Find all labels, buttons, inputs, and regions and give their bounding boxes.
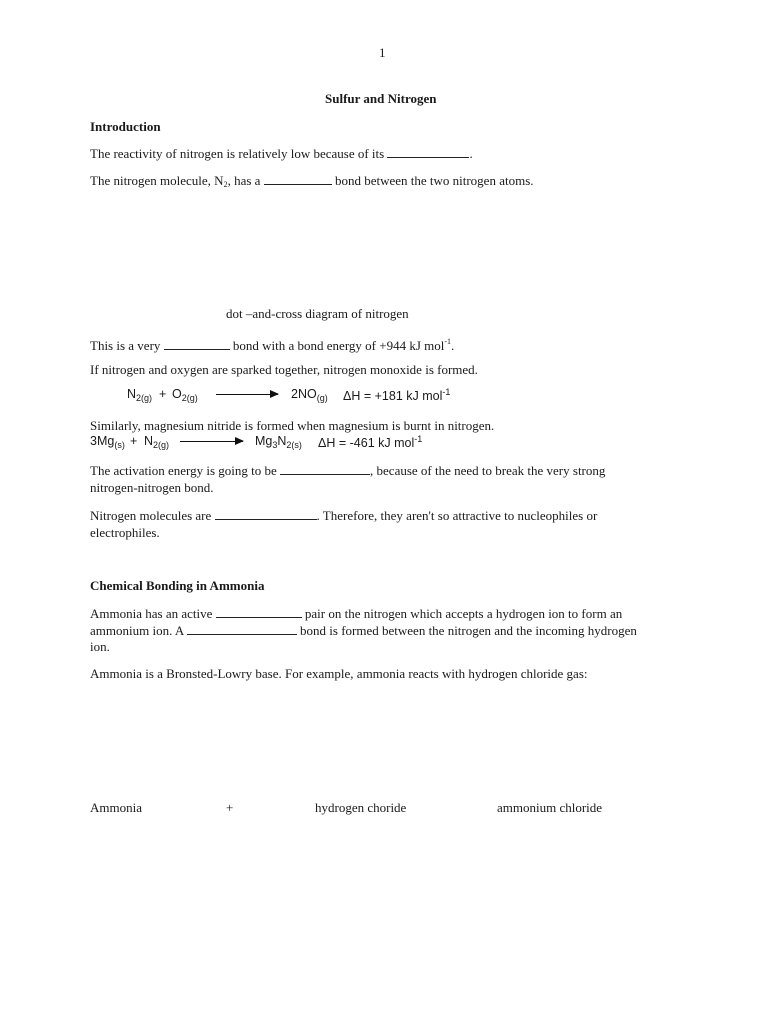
formula: N <box>127 387 137 401</box>
formula: O <box>172 387 182 401</box>
subscript: 2 <box>223 180 228 189</box>
text: , because of the need to break the very strong <box>370 463 606 478</box>
answer-blank[interactable] <box>215 507 317 520</box>
eq1-reactant-o2 <box>172 387 198 403</box>
formula: 2NO <box>291 387 317 401</box>
superscript: -1 <box>442 387 451 397</box>
text: . <box>469 146 473 161</box>
bond-energy-line <box>90 333 454 354</box>
state: 2(g) <box>136 393 153 403</box>
text: ammonium ion. A <box>90 623 184 638</box>
intro-line-reactivity <box>90 145 473 162</box>
text: . Therefore, they aren't so attractive to nucleophiles or <box>316 508 598 523</box>
text: bond is formed between the nitrogen and the incoming hydrogen <box>300 623 637 638</box>
reaction-label-plus: + <box>226 800 234 815</box>
answer-blank[interactable] <box>216 605 302 618</box>
state: 2(s) <box>286 440 302 450</box>
eq1-reactant-n2 <box>127 387 152 403</box>
state: (s) <box>114 440 125 450</box>
superscript: -1 <box>444 337 452 346</box>
sparked-text: If nitrogen and oxygen are sparked together, nitrogen monoxide is formed. <box>90 362 478 377</box>
activation-line-1 <box>90 462 605 479</box>
eq2-plus: + <box>130 434 138 448</box>
ammonia-line-1 <box>90 605 622 622</box>
text: , has a <box>227 173 261 188</box>
eq1-enthalpy <box>343 387 450 403</box>
subscript: 3 <box>272 440 278 450</box>
reaction-label-ammonia: Ammonia <box>90 800 142 815</box>
state: 2(g) <box>153 440 170 450</box>
text: bond with a bond energy of +944 kJ mol <box>232 338 445 353</box>
activation-line-2: nitrogen-nitrogen bond. <box>90 480 214 495</box>
eq2-reactant-mg <box>90 434 125 450</box>
state: 2(g) <box>181 393 198 403</box>
diagram-caption: dot –and-cross diagram of nitrogen <box>226 306 409 321</box>
text: pair on the nitrogen which accepts a hydrogen ion to form an <box>304 606 623 621</box>
formula: N <box>144 434 154 448</box>
molecules-line-2: electrophiles. <box>90 525 160 540</box>
text: The reactivity of nitrogen is relatively low because of its <box>90 146 385 161</box>
text: This is a very <box>90 338 161 353</box>
eq2-arrow-icon <box>180 441 243 442</box>
formula: N <box>277 434 287 448</box>
ammonia-line-3: ion. <box>90 639 110 654</box>
formula: 3Mg <box>90 434 115 448</box>
text: . <box>451 338 455 353</box>
answer-blank[interactable] <box>264 172 332 185</box>
reaction-label-hcl: hydrogen choride <box>315 800 407 815</box>
text: bond between the two nitrogen atoms. <box>334 173 534 188</box>
answer-blank[interactable] <box>187 622 297 635</box>
nitride-text: Similarly, magnesium nitride is formed when magnesium is burnt in nitrogen. <box>90 418 495 433</box>
text: Nitrogen molecules are <box>90 508 212 523</box>
eq1-arrow-icon <box>216 394 278 395</box>
enthalpy-text: ΔH = -461 kJ mol <box>318 436 415 450</box>
bronsted-text: Ammonia is a Bronsted-Lowry base. For example, ammonia reacts with hydrogen chloride gas: <box>90 666 588 681</box>
formula: Mg <box>255 434 273 448</box>
page-title: Sulfur and Nitrogen <box>325 91 437 106</box>
answer-blank[interactable] <box>387 145 469 158</box>
answer-blank[interactable] <box>164 337 230 350</box>
state: (g) <box>316 393 328 403</box>
ammonia-line-2 <box>90 622 637 639</box>
text: Ammonia has an active <box>90 606 213 621</box>
eq2-reactant-n2 <box>144 434 169 450</box>
ammonia-heading: Chemical Bonding in Ammonia <box>90 578 265 593</box>
page-number: 1 <box>379 45 386 60</box>
eq1-plus: + <box>159 387 167 401</box>
reaction-label-nh4cl: ammonium chloride <box>497 800 603 815</box>
molecules-line-1 <box>90 507 597 524</box>
eq2-enthalpy <box>318 434 422 450</box>
eq2-product-mg3n2 <box>255 434 302 450</box>
intro-line-molecule <box>90 172 534 193</box>
intro-heading: Introduction <box>90 119 161 134</box>
text: The activation energy is going to be <box>90 463 277 478</box>
enthalpy-text: ΔH = +181 kJ mol <box>343 389 443 403</box>
superscript: -1 <box>414 434 423 444</box>
answer-blank[interactable] <box>280 462 370 475</box>
eq1-product-no <box>291 387 328 403</box>
text: The nitrogen molecule, N <box>90 173 224 188</box>
